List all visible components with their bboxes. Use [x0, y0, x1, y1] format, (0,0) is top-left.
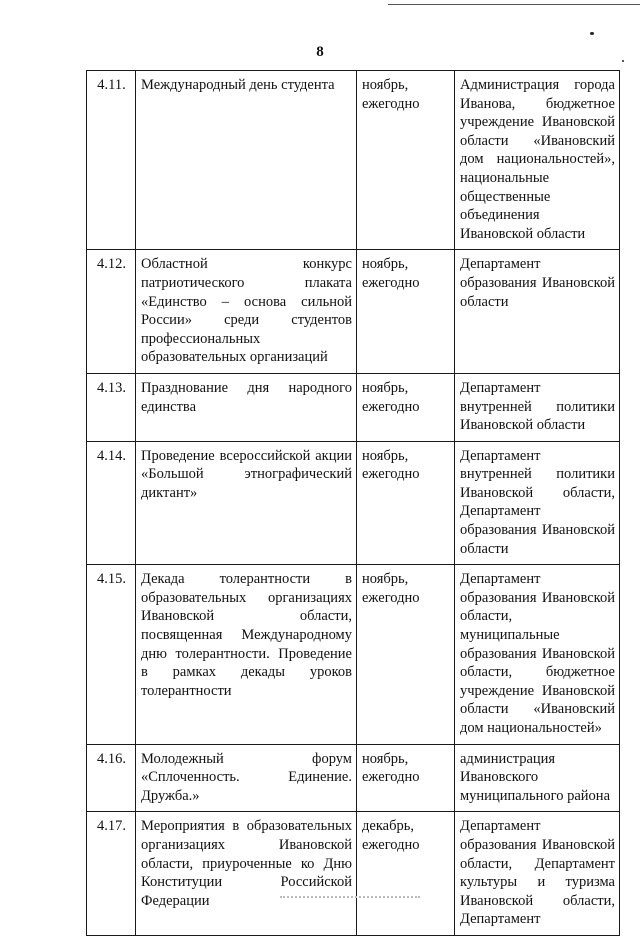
events-plan-table — [86, 70, 620, 936]
event-name: Областной конкурс патриотического плаката «Единство – основа сильной России» среди студентов профессиональных образовательных организаций — [136, 250, 357, 374]
row-number: 4.15. — [87, 565, 136, 744]
table-row — [87, 744, 620, 812]
event-responsible: Департамент внутренней политики Ивановской области, Департамент образования Ивановской области — [455, 441, 620, 565]
event-responsible: администрация Ивановского муниципального района — [455, 744, 620, 812]
table-row — [87, 373, 620, 441]
table-row — [87, 250, 620, 374]
event-responsible: Администрация города Иванова, бюджетное учреждение Ивановской области «Ивановский дом национальностей», национальные общественные объединения Ивановской области — [455, 71, 620, 250]
event-responsible: Департамент образования Ивановской области — [455, 250, 620, 374]
event-date: ноябрь, ежегодно — [357, 744, 455, 812]
event-date: ноябрь, ежегодно — [357, 250, 455, 374]
event-name: Мероприятия в образовательных организациях Ивановской области, приуроченные ко Дню Конституции Российской Федерации — [136, 812, 357, 936]
event-date: ноябрь, ежегодно — [357, 373, 455, 441]
event-name: Международный день студента — [136, 71, 357, 250]
event-date: ноябрь, ежегодно — [357, 441, 455, 565]
event-responsible: Департамент образования Ивановской области, муниципальные образования Ивановской области, бюджетное учреждение Ивановской области «Ивановский дом национальностей» — [455, 565, 620, 744]
event-name: Молодежный форум «Сплоченность. Единение. Дружба.» — [136, 744, 357, 812]
event-name: Проведение всероссийской акции «Большой этнографический диктант» — [136, 441, 357, 565]
row-number: 4.11. — [87, 71, 136, 250]
event-responsible: Департамент образования Ивановской области, Департамент культуры и туризма Ивановской области, Департамент — [455, 812, 620, 936]
event-date: ноябрь, ежегодно — [357, 565, 455, 744]
row-number: 4.13. — [87, 373, 136, 441]
row-number: 4.14. — [87, 441, 136, 565]
top-edge-rule — [388, 4, 640, 5]
row-number: 4.17. — [87, 812, 136, 936]
table-row — [87, 812, 620, 936]
table-row — [87, 565, 620, 744]
row-number: 4.12. — [87, 250, 136, 374]
page-number: 8 — [316, 44, 324, 60]
event-name: Декада толерантности в образовательных организациях Ивановской области, посвященная Международному дню толерантности. Проведение в рамках декады уроков толерантности — [136, 565, 357, 744]
table-row — [87, 441, 620, 565]
event-date: ноябрь, ежегодно — [357, 71, 455, 250]
scan-speck — [590, 32, 594, 35]
event-date: декабрь, ежегодно — [357, 812, 455, 936]
bleed-through-marks — [280, 896, 420, 898]
table-row — [87, 71, 620, 250]
row-number: 4.16. — [87, 744, 136, 812]
event-responsible: Департамент внутренней политики Ивановской области — [455, 373, 620, 441]
event-name: Празднование дня народного единства — [136, 373, 357, 441]
